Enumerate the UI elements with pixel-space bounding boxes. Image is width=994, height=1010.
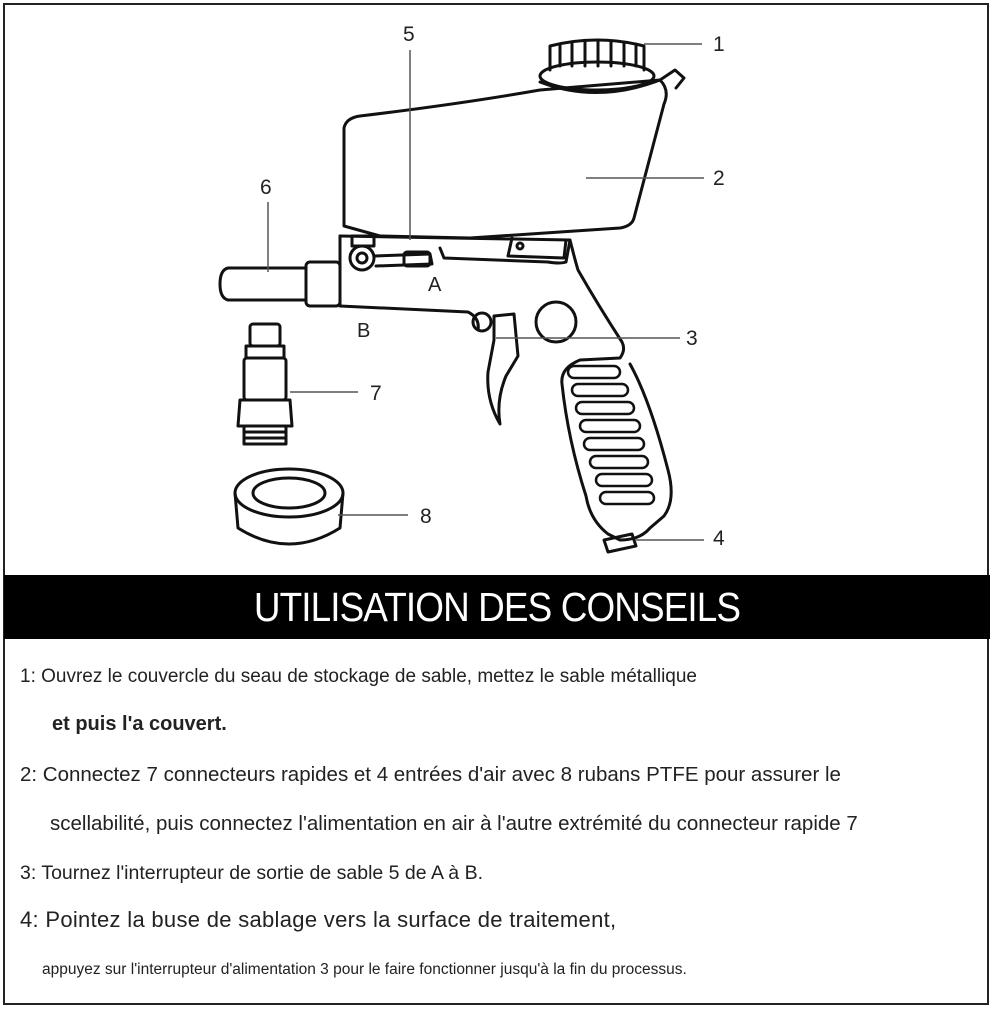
quick-connector [238,324,292,444]
sand-switch [350,236,432,270]
step-2-line-1: 2: Connectez 7 connecteurs rapides et 4 entrées d'air avec 8 rubans PTFE pour assurer le [20,763,841,786]
step-1-line-1: 1: Ouvrez le couvercle du seau de stockage de sable, mettez le sable métallique [20,666,697,687]
callout-4: 4 [713,527,725,550]
step-4-line-1: 4: Pointez la buse de sablage vers la surface de traitement, [20,907,617,932]
nozzle [220,262,340,306]
callout-8: 8 [420,505,432,528]
callout-7: 7 [370,382,382,405]
callout-6: 6 [260,176,272,199]
step-1-line-2: et puis l'a couvert. [52,713,227,735]
air-inlet [604,534,636,552]
air-valve-knob [536,302,576,342]
gun-body [340,236,671,540]
position-a-label: A [428,274,442,296]
step-2-line-2: scellabilité, puis connectez l'alimentation en air à l'autre extrémité du connecteur rapide 7 [50,812,858,835]
position-b-label: B [357,320,371,342]
ptfe-ring [235,469,343,544]
step-3-line-1: 3: Tournez l'interrupteur de sortie de sable 5 de A à B. [20,862,483,884]
sand-hopper [344,80,666,238]
callout-3: 3 [686,327,698,350]
banner-title: UTILISATION DES CONSEILS [253,584,741,630]
callout-1: 1 [713,33,725,56]
callout-5: 5 [403,23,415,46]
callout-2: 2 [713,167,725,190]
tips-banner [4,575,990,639]
trigger [488,314,518,424]
step-4-line-2: appuyez sur l'interrupteur d'alimentation 3 pour le faire fonctionner jusqu'à la fin du processus. [42,961,687,978]
